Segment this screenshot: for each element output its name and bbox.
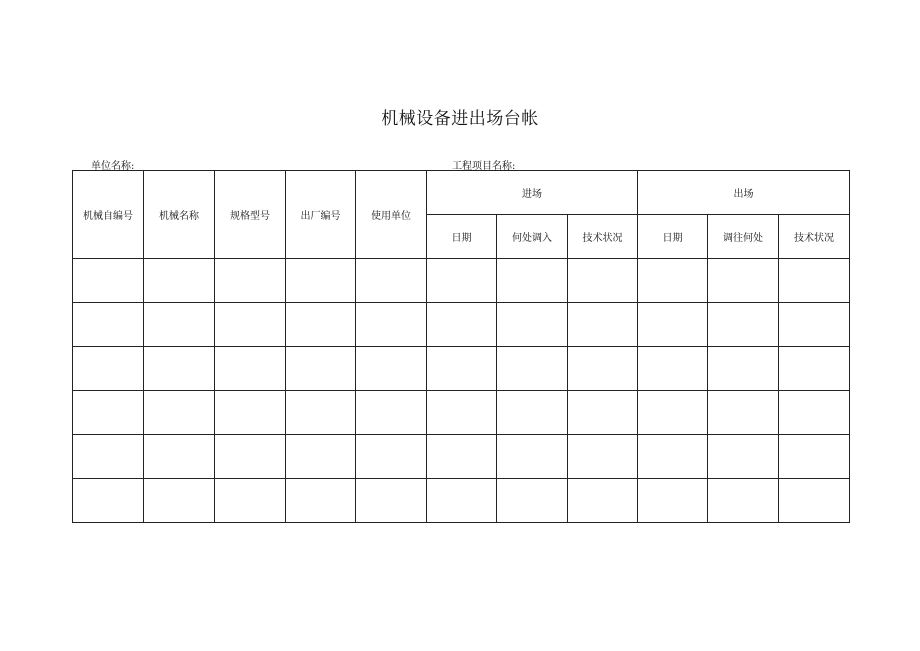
table-cell[interactable]: [638, 391, 708, 435]
table-cell[interactable]: [427, 259, 497, 303]
table-cell[interactable]: [427, 347, 497, 391]
table-cell[interactable]: [286, 391, 356, 435]
header-machine-id: 机械自编号: [73, 171, 144, 259]
table-cell[interactable]: [638, 347, 708, 391]
header-entry-date: 日期: [427, 215, 497, 259]
header-group-entry: 进场: [427, 171, 638, 215]
table-cell[interactable]: [568, 347, 638, 391]
header-factory-number: 出厂编号: [286, 171, 356, 259]
table-cell[interactable]: [286, 259, 356, 303]
table-cell[interactable]: [568, 435, 638, 479]
table-cell[interactable]: [215, 391, 286, 435]
table-cell[interactable]: [779, 303, 850, 347]
header-exit-date: 日期: [638, 215, 708, 259]
table-cell[interactable]: [286, 435, 356, 479]
table-cell[interactable]: [144, 391, 215, 435]
header-exit-condition: 技术状况: [779, 215, 850, 259]
table-cell[interactable]: [73, 435, 144, 479]
table-cell[interactable]: [144, 435, 215, 479]
table-cell[interactable]: [568, 391, 638, 435]
table-row: [73, 479, 850, 523]
header-user-unit: 使用单位: [356, 171, 427, 259]
table-cell[interactable]: [356, 347, 427, 391]
table-cell[interactable]: [144, 347, 215, 391]
table-cell[interactable]: [144, 259, 215, 303]
table-cell[interactable]: [73, 479, 144, 523]
table-row: [73, 435, 850, 479]
table-cell[interactable]: [73, 347, 144, 391]
table-cell[interactable]: [779, 347, 850, 391]
table-cell[interactable]: [356, 303, 427, 347]
table-cell[interactable]: [497, 391, 568, 435]
table-cell[interactable]: [356, 259, 427, 303]
table-cell[interactable]: [356, 391, 427, 435]
table-cell[interactable]: [638, 479, 708, 523]
table-cell[interactable]: [708, 479, 779, 523]
table-row: [73, 347, 850, 391]
table-cell[interactable]: [286, 347, 356, 391]
table-row: [73, 259, 850, 303]
table-cell[interactable]: [708, 435, 779, 479]
table-cell[interactable]: [497, 479, 568, 523]
table-cell[interactable]: [215, 347, 286, 391]
header-row-top: [73, 171, 850, 215]
table-cell[interactable]: [215, 479, 286, 523]
table-cell[interactable]: [427, 435, 497, 479]
header-entry-condition: 技术状况: [568, 215, 638, 259]
table-row: [73, 303, 850, 347]
equipment-ledger-table: [72, 170, 850, 523]
table-cell[interactable]: [779, 435, 850, 479]
table-cell[interactable]: [144, 479, 215, 523]
table-cell[interactable]: [427, 303, 497, 347]
table-cell[interactable]: [497, 435, 568, 479]
page-title: 机械设备进出场台帐: [381, 109, 539, 129]
table-cell[interactable]: [497, 259, 568, 303]
table-cell[interactable]: [73, 303, 144, 347]
unit-name-label: 单位名称:: [91, 161, 135, 172]
table-cell[interactable]: [215, 435, 286, 479]
table-cell[interactable]: [427, 391, 497, 435]
header-group-exit: 出场: [638, 171, 850, 215]
table-cell[interactable]: [568, 479, 638, 523]
table-cell[interactable]: [708, 347, 779, 391]
header-spec-model: 规格型号: [215, 171, 286, 259]
table-cell[interactable]: [286, 479, 356, 523]
table-cell[interactable]: [708, 303, 779, 347]
project-name-label: 工程项目名称:: [452, 161, 516, 172]
table-cell[interactable]: [286, 303, 356, 347]
table-cell[interactable]: [215, 259, 286, 303]
table-cell[interactable]: [73, 259, 144, 303]
table-cell[interactable]: [497, 347, 568, 391]
table-cell[interactable]: [144, 303, 215, 347]
table-cell[interactable]: [497, 303, 568, 347]
header-exit-to: 调往何处: [708, 215, 779, 259]
table-row: [73, 391, 850, 435]
table-cell[interactable]: [638, 303, 708, 347]
table-cell[interactable]: [708, 391, 779, 435]
table-cell[interactable]: [73, 391, 144, 435]
table-cell[interactable]: [779, 259, 850, 303]
table-cell[interactable]: [638, 435, 708, 479]
table-cell[interactable]: [568, 303, 638, 347]
table-cell[interactable]: [568, 259, 638, 303]
table-cell[interactable]: [779, 479, 850, 523]
table-cell[interactable]: [215, 303, 286, 347]
header-entry-from: 何处调入: [497, 215, 568, 259]
table-cell[interactable]: [779, 391, 850, 435]
header-machine-name: 机械名称: [144, 171, 215, 259]
table-cell[interactable]: [427, 479, 497, 523]
table-cell[interactable]: [356, 479, 427, 523]
table-cell[interactable]: [638, 259, 708, 303]
ledger-body: [73, 259, 850, 523]
table-cell[interactable]: [708, 259, 779, 303]
table-cell[interactable]: [356, 435, 427, 479]
